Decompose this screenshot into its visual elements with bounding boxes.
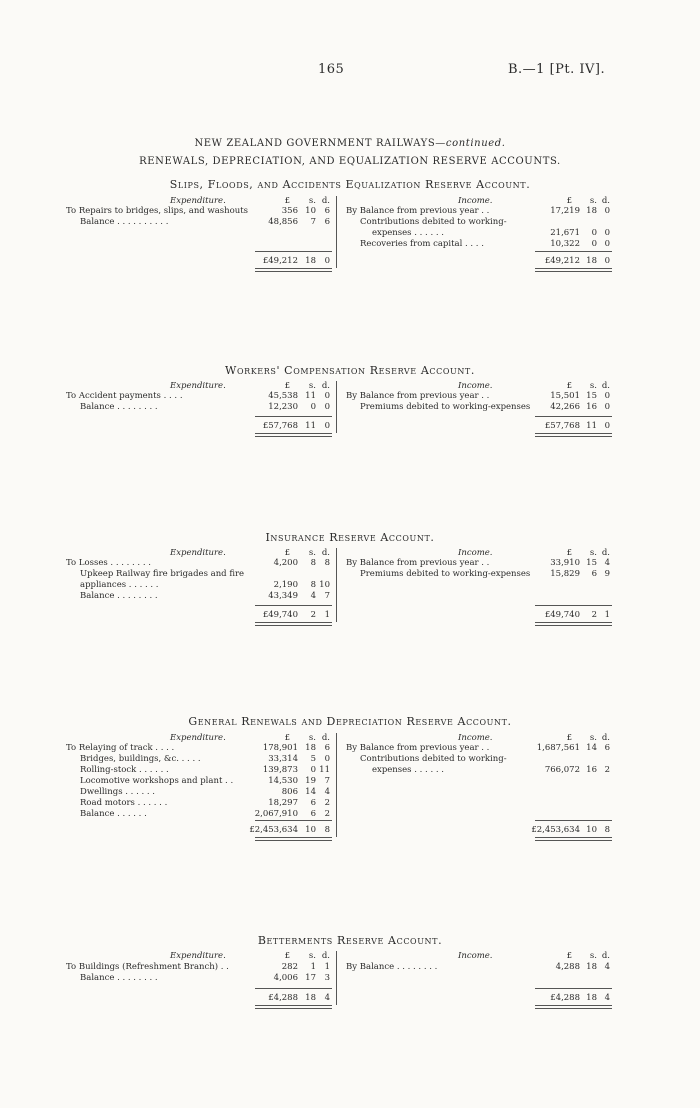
amount-shillings: 0 [591, 228, 597, 238]
expenditure-item: Rolling-stock . . . . . . [80, 765, 169, 775]
shilling-header: s. [308, 548, 316, 558]
expenditure-total-shillings: 18 [305, 993, 316, 1003]
pound-header: £ [566, 381, 572, 391]
amount-pounds: 282 [281, 962, 298, 972]
account-title: Insurance Reserve Account. [265, 531, 435, 544]
amount-shillings: 19 [305, 776, 316, 786]
page-reference: B.—1 [Pt. IV]. [508, 62, 606, 77]
pence-header: d. [601, 733, 610, 743]
shilling-header: s. [589, 548, 597, 558]
amount-shillings: 16 [586, 402, 597, 412]
shilling-header: s. [589, 733, 597, 743]
shilling-header: s. [308, 733, 316, 743]
expenditure-caption: Expenditure. [170, 381, 226, 391]
amount-pounds: 4,006 [273, 973, 298, 983]
amount-shillings: 10 [305, 206, 316, 216]
amount-pence: 0 [604, 239, 610, 249]
amount-pounds: 33,314 [268, 754, 298, 764]
amount-pence: 8 [324, 558, 330, 568]
expenditure-item: To Losses . . . . . . . . [66, 558, 151, 568]
amount-shillings: 14 [586, 743, 597, 753]
amount-pence: 4 [324, 787, 330, 797]
pence-header: d. [601, 548, 610, 558]
amount-pounds: 15,501 [550, 391, 580, 401]
pence-header: d. [321, 196, 330, 206]
total-rule [255, 988, 332, 989]
pound-header: £ [566, 196, 572, 206]
amount-pence: 2 [324, 809, 330, 819]
expenditure-caption: Expenditure. [170, 733, 226, 743]
income-total-pence: 0 [604, 256, 610, 266]
income-total-pence: 0 [604, 421, 610, 431]
income-total-shillings: 10 [586, 825, 597, 835]
amount-pounds: 4,200 [273, 558, 298, 568]
expenditure-item: Upkeep Railway fire brigades and fire [80, 569, 245, 579]
pence-header: d. [321, 381, 330, 391]
double-rule [255, 433, 332, 437]
amount-pence: 1 [324, 962, 330, 972]
pence-header: d. [321, 951, 330, 961]
double-rule [255, 268, 332, 272]
total-rule [535, 820, 612, 821]
income-total-pounds: £49,212 [544, 256, 580, 266]
expenditure-total-pence: 0 [324, 421, 330, 431]
amount-shillings: 11 [305, 391, 316, 401]
pound-header: £ [284, 951, 290, 961]
amount-pence: 10 [319, 580, 330, 590]
amount-pence: 0 [604, 206, 610, 216]
income-item: By Balance from previous year . . [346, 743, 490, 753]
double-rule [535, 268, 612, 272]
expenditure-total-shillings: 18 [305, 256, 316, 266]
double-rule [255, 622, 332, 626]
income-item: By Balance from previous year . . [346, 391, 490, 401]
sub-heading: RENEWALS, DEPRECIATION, AND EQUALIZATION RESERVE ACCOUNTS. [139, 156, 561, 167]
amount-pounds: 2,067,910 [254, 809, 298, 819]
amount-shillings: 0 [310, 765, 316, 775]
pence-header: d. [321, 733, 330, 743]
amount-pounds: 14,530 [268, 776, 298, 786]
amount-shillings: 17 [305, 973, 316, 983]
amount-pence: 4 [604, 962, 610, 972]
expenditure-item: To Relaying of track . . . . [66, 743, 175, 753]
column-divider [336, 951, 337, 1005]
amount-shillings: 5 [310, 754, 316, 764]
pound-header: £ [284, 733, 290, 743]
pound-header: £ [566, 951, 572, 961]
amount-pence: 6 [324, 743, 330, 753]
shilling-header: s. [589, 196, 597, 206]
total-rule [255, 820, 332, 821]
amount-shillings: 18 [305, 743, 316, 753]
expenditure-item: Balance . . . . . . . . [80, 402, 158, 412]
expenditure-total-shillings: 2 [310, 610, 316, 620]
page-number: 165 [318, 62, 345, 77]
amount-shillings: 7 [310, 217, 316, 227]
amount-pounds: 17,219 [550, 206, 580, 216]
column-divider [336, 381, 337, 433]
income-item: Premiums debited to working-expenses [360, 402, 531, 412]
income-total-shillings: 2 [591, 610, 597, 620]
amount-pounds: 2,190 [273, 580, 298, 590]
income-total-pence: 1 [604, 610, 610, 620]
amount-pence: 2 [604, 765, 610, 775]
expenditure-total-pounds: £49,212 [262, 256, 298, 266]
amount-pence: 0 [324, 402, 330, 412]
expenditure-item: Balance . . . . . . . . [80, 973, 158, 983]
amount-pence: 6 [324, 206, 330, 216]
amount-pounds: 356 [281, 206, 298, 216]
income-item: By Balance from previous year . . [346, 558, 490, 568]
expenditure-item: To Accident payments . . . . [66, 391, 183, 401]
amount-pounds: 806 [281, 787, 298, 797]
expenditure-caption: Expenditure. [170, 951, 226, 961]
amount-pence: 0 [324, 754, 330, 764]
amount-shillings: 6 [591, 569, 597, 579]
income-total-pounds: £57,768 [544, 421, 580, 431]
double-rule [535, 1005, 612, 1009]
amount-pence: 2 [324, 798, 330, 808]
pound-header: £ [284, 548, 290, 558]
income-caption: Income. [458, 381, 493, 391]
amount-pounds: 18,297 [268, 798, 298, 808]
amount-pounds: 48,856 [268, 217, 298, 227]
income-item: Recoveries from capital . . . . [360, 239, 484, 249]
column-divider [336, 196, 337, 268]
expenditure-item: Balance . . . . . . [80, 809, 147, 819]
amount-shillings: 15 [586, 391, 597, 401]
amount-pence: 3 [324, 973, 330, 983]
income-total-pounds: £49,740 [544, 610, 580, 620]
continued-text: —continued. [435, 138, 506, 149]
amount-pounds: 12,230 [268, 402, 298, 412]
account-title: Workers' Compensation Reserve Account. [225, 364, 475, 377]
amount-shillings: 16 [586, 765, 597, 775]
amount-pence: 0 [324, 391, 330, 401]
expenditure-item: Balance . . . . . . . . [80, 591, 158, 601]
amount-pence: 0 [604, 391, 610, 401]
expenditure-total-pounds: £2,453,634 [249, 825, 298, 835]
amount-pounds: 15,829 [550, 569, 580, 579]
expenditure-total-pounds: £49,740 [262, 610, 298, 620]
amount-pounds: 766,072 [544, 765, 580, 775]
shilling-header: s. [308, 196, 316, 206]
account-title: Betterments Reserve Account. [257, 934, 443, 947]
income-total-shillings: 11 [586, 421, 597, 431]
income-total-pounds: £2,453,634 [531, 825, 580, 835]
amount-shillings: 18 [586, 206, 597, 216]
amount-pounds: 21,671 [550, 228, 580, 238]
double-rule [255, 837, 332, 841]
pound-header: £ [284, 196, 290, 206]
expenditure-item: Balance . . . . . . . . . . [80, 217, 169, 227]
amount-pence: 4 [604, 558, 610, 568]
pound-header: £ [566, 548, 572, 558]
amount-pounds: 33,910 [550, 558, 580, 568]
pence-header: d. [601, 381, 610, 391]
expenditure-item: appliances . . . . . . [80, 580, 159, 590]
column-divider [336, 548, 337, 622]
amount-pounds: 139,873 [262, 765, 298, 775]
pound-header: £ [284, 381, 290, 391]
income-total-pence: 4 [604, 993, 610, 1003]
pence-header: d. [601, 951, 610, 961]
expenditure-item: Dwellings . . . . . . [80, 787, 155, 797]
total-rule [535, 605, 612, 606]
amount-shillings: 8 [310, 580, 316, 590]
expenditure-item: To Buildings (Refreshment Branch) . . [66, 962, 229, 972]
income-total-pounds: £4,288 [550, 993, 580, 1003]
shilling-header: s. [589, 951, 597, 961]
income-total-pence: 8 [604, 825, 610, 835]
amount-pence: 0 [604, 402, 610, 412]
expenditure-total-pence: 1 [324, 610, 330, 620]
shilling-header: s. [308, 381, 316, 391]
expenditure-total-shillings: 10 [305, 825, 316, 835]
total-rule [535, 251, 612, 252]
account-title: Slips, Floods, and Accidents Equalization Reserve Account. [169, 178, 531, 191]
main-heading-text: NEW ZEALAND GOVERNMENT RAILWAYS [194, 138, 436, 149]
double-rule [535, 433, 612, 437]
column-divider [336, 733, 337, 837]
amount-pence: 0 [604, 228, 610, 238]
amount-shillings: 14 [305, 787, 316, 797]
amount-pounds: 45,538 [268, 391, 298, 401]
amount-pence: 11 [319, 765, 330, 775]
amount-pence: 7 [324, 776, 330, 786]
account-title: General Renewals and Depreciation Reserve Account. [188, 715, 512, 728]
expenditure-caption: Expenditure. [170, 196, 226, 206]
amount-pounds: 1,687,561 [536, 743, 580, 753]
amount-shillings: 0 [591, 239, 597, 249]
amount-shillings: 8 [310, 558, 316, 568]
total-rule [255, 251, 332, 252]
expenditure-total-pounds: £4,288 [268, 993, 298, 1003]
pound-header: £ [566, 733, 572, 743]
expenditure-item: To Repairs to bridges, slips, and washouts [66, 206, 248, 216]
amount-pence: 7 [324, 591, 330, 601]
income-caption: Income. [458, 196, 493, 206]
income-item: By Balance . . . . . . . . [346, 962, 438, 972]
total-rule [535, 988, 612, 989]
income-item: Premiums debited to working-expenses [360, 569, 531, 579]
expenditure-total-pence: 8 [324, 825, 330, 835]
income-caption: Income. [458, 951, 493, 961]
amount-pounds: 178,901 [262, 743, 298, 753]
expenditure-total-pence: 4 [324, 993, 330, 1003]
amount-pence: 6 [604, 743, 610, 753]
amount-pounds: 42,266 [550, 402, 580, 412]
amount-pounds: 4,288 [555, 962, 580, 972]
income-caption: Income. [458, 733, 493, 743]
income-item: Contributions debited to working- [360, 217, 507, 227]
total-rule [255, 605, 332, 606]
pence-header: d. [601, 196, 610, 206]
amount-shillings: 1 [310, 962, 316, 972]
expenditure-item: Road motors . . . . . . [80, 798, 168, 808]
pence-header: d. [321, 548, 330, 558]
expenditure-caption: Expenditure. [170, 548, 226, 558]
income-item: Contributions debited to working- [360, 754, 507, 764]
shilling-header: s. [589, 381, 597, 391]
double-rule [255, 1005, 332, 1009]
expenditure-item: Locomotive workshops and plant . . [80, 776, 234, 786]
amount-shillings: 4 [310, 591, 316, 601]
income-total-shillings: 18 [586, 256, 597, 266]
double-rule [535, 622, 612, 626]
main-heading [0, 138, 700, 149]
expenditure-total-pence: 0 [324, 256, 330, 266]
income-item: expenses . . . . . . [372, 765, 444, 775]
amount-shillings: 15 [586, 558, 597, 568]
double-rule [535, 837, 612, 841]
expenditure-total-pounds: £57,768 [262, 421, 298, 431]
amount-shillings: 6 [310, 809, 316, 819]
amount-shillings: 18 [586, 962, 597, 972]
amount-pounds: 10,322 [550, 239, 580, 249]
amount-pence: 9 [604, 569, 610, 579]
amount-pence: 6 [324, 217, 330, 227]
income-total-shillings: 18 [586, 993, 597, 1003]
amount-shillings: 6 [310, 798, 316, 808]
income-caption: Income. [458, 548, 493, 558]
income-item: By Balance from previous year . . [346, 206, 490, 216]
expenditure-item: Bridges, buildings, &c. . . . . [80, 754, 201, 764]
total-rule [255, 416, 332, 417]
income-item: expenses . . . . . . [372, 228, 444, 238]
amount-pounds: 43,349 [268, 591, 298, 601]
amount-shillings: 0 [310, 402, 316, 412]
total-rule [535, 416, 612, 417]
expenditure-total-shillings: 11 [305, 421, 316, 431]
shilling-header: s. [308, 951, 316, 961]
